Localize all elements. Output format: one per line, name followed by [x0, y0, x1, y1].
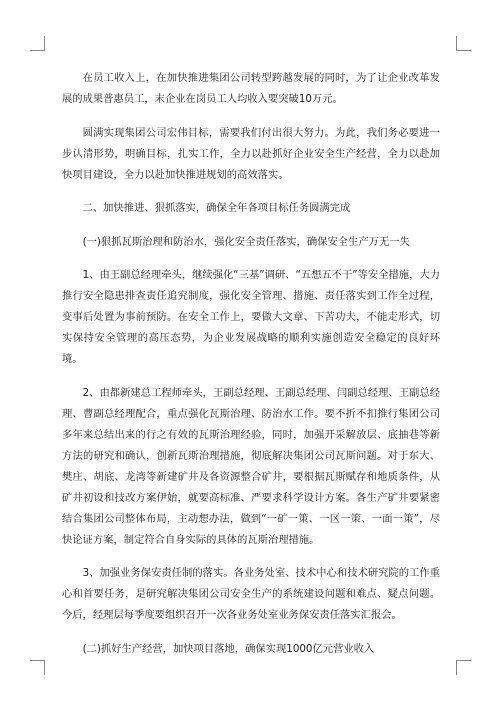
paragraph-item-1: 1、由王副总经理牵头，继续强化“三基”调研、“五想五不干”等安全措施，大力推行安全隐患排查责任追究制度，强化安全管理、措施、责任落实到工作全过程，变事后处置为事前预防。在安全工作上，要做大文章、下苦功夫，不能走形式，切实保持安全管理的高压态势，为企业发展战略的顺利实施创造安全稳定的良好环境。: [62, 269, 440, 365]
paragraph-item-2: 2、由都新建总工程师牵头，王副总经理、王副总经理、闫副总经理、王副总经理、曹副总经理配合，重点强化瓦斯治理、防治水工作。要不折不扣推行集团公司多年来总结出来的行之有效的瓦斯治理经验，同时，加强开采解放层、底抽巷等新方法的研究和确认，创新瓦斯治理措施，彻底解决集团公司瓦斯问题。对于东大、樊庄、胡底、龙湾等新建矿井及各资源整合矿井，要根据瓦斯赋存和地质条件，从矿井初设和技改方案伊始，就要高标准、严要求科学设计方案。各生产矿井要紧密结合集团公司整体布局，主动想办法，做到“一矿一策、一区一策、一面一策”，尽快论证方案，制定符合自身实际的具体的瓦斯治理措施。: [62, 386, 440, 546]
document-body: [62, 68, 440, 672]
paragraph-goal: 圆满实现集团公司宏伟目标，需要我们付出很大努力。为此，我们务必要进一步认清形势，明确目标，扎实工作，全力以赴抓好企业安全生产经营，全力以赴加快项目建设，全力以赴加快推进规划的高效落实。: [62, 126, 440, 181]
crop-mark-bottom-right: [456, 660, 471, 675]
subsection-heading-2: (二)抓好生产经营，加快项目落地，确保实现1000亿元营业收入: [82, 642, 375, 655]
crop-mark-top-left: [30, 36, 45, 51]
section-heading-2: 二、加快推进、狠抓落实，确保全年各项目标任务圆满完成: [82, 202, 351, 214]
crop-mark-bottom-left: [30, 660, 45, 675]
crop-mark-top-right: [456, 36, 471, 51]
subsection-heading-1: (一)狠抓瓦斯治理和防治水，强化安全责任落实，确保安全生产万无一失: [82, 235, 410, 248]
paragraph-income: 在员工收入上，在加快推进集团公司转型跨越发展的同时，为了让企业改革发展的成果普惠员工，末企业在岗员工人均收入要突破10万元。: [62, 72, 440, 105]
paragraph-item-3: 3、加强业务保安责任制的落实。各业务处室、技术中心和技术研究院的工作重心和首要任务，是研究解决集团公司安全生产的系统建设问题和难点、疑点问题。今后，经理层每季度要组织召开一次各业务处室业务保安责任落实汇报会。: [62, 567, 440, 621]
